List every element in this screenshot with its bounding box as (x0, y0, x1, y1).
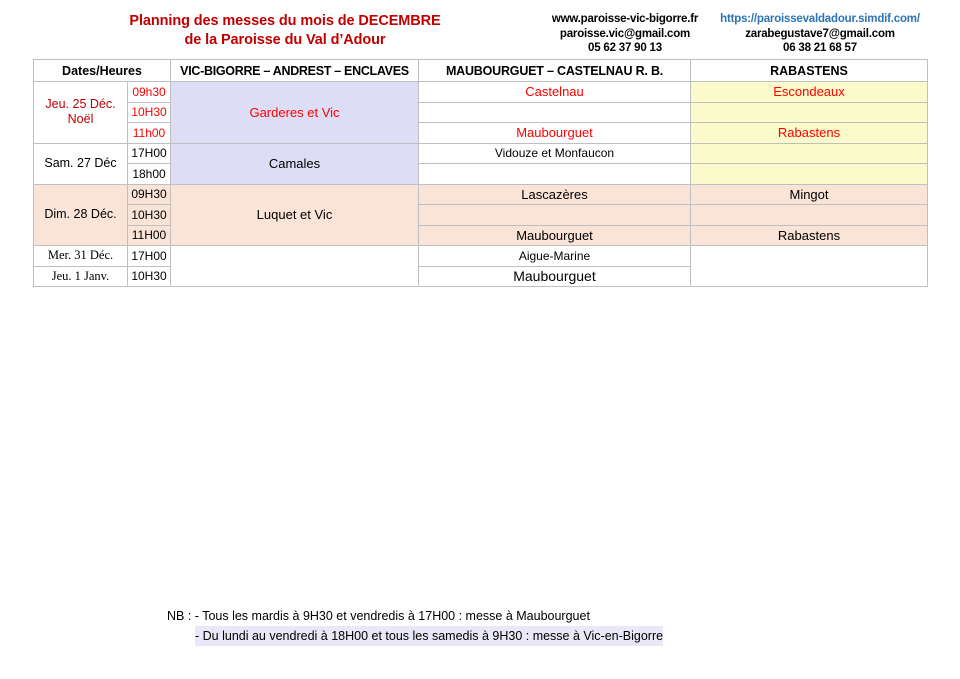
table-row (34, 184, 928, 205)
contact-phone-valadour: 06 38 21 68 57 (783, 42, 857, 54)
cell-rabastens (691, 102, 928, 123)
footer-notes (167, 606, 663, 646)
date-label-jeu-1-janv: Jeu. 1 Janv. (34, 266, 128, 287)
cell-maubourguet (419, 164, 691, 185)
cell-maubourguet: Vidouze et Monfaucon (419, 143, 691, 164)
title-line-2: de la Paroisse du Val d’Adour (184, 32, 386, 48)
cell-vic-group-2: Camales (171, 143, 419, 184)
hour-cell: 10H30 (128, 205, 171, 226)
cell-rabastens (691, 143, 928, 164)
contact-block-val-adour (700, 12, 940, 56)
column-header-maubourguet: MAUBOURGUET – CASTELNAU R. B. (419, 60, 691, 82)
contact-email-vic[interactable]: paroisse.vic@gmail.com (559, 27, 691, 40)
date-label-group-1 (34, 82, 128, 144)
date-line-1: Sam. 27 Déc (44, 156, 117, 170)
table-row (34, 164, 928, 185)
note-line-2: - Du lundi au vendredi à 18H00 et tous les samedis à 9H30 : messe à Vic-en-Bigorre (195, 626, 663, 646)
cell-rabastens: Escondeaux (691, 82, 928, 103)
table-row (34, 123, 928, 144)
cell-vic-group-4 (171, 246, 419, 287)
contact-phone-vic: 05 62 37 90 13 (588, 42, 662, 54)
cell-rabastens: Mingot (691, 184, 928, 205)
cell-rabastens: Rabastens (691, 225, 928, 246)
hour-cell: 10H30 (128, 102, 171, 123)
date-line-1: Jeu. 25 Déc. (45, 97, 116, 112)
table-row (34, 82, 928, 103)
column-header-vic-bigorre: VIC-BIGORRE – ANDREST – ENCLAVES (171, 60, 419, 82)
contact-website-vic[interactable]: www.paroisse-vic-bigorre.fr (551, 13, 699, 25)
cell-maubourguet (419, 102, 691, 123)
cell-maubourguet: Maubourguet (419, 123, 691, 144)
mass-schedule-table (33, 59, 928, 287)
cell-maubourguet: Maubourguet (419, 266, 691, 287)
column-header-dates: Dates/Heures (34, 60, 171, 82)
cell-vic-group-3: Luquet et Vic (171, 184, 419, 246)
table-row (34, 205, 928, 226)
date-line-1: Dim. 28 Déc. (44, 207, 117, 222)
hour-cell: 18h00 (128, 164, 171, 185)
hour-cell: 10H30 (128, 266, 171, 287)
cell-rabastens (691, 164, 928, 185)
date-line-2: Noël (67, 112, 94, 127)
page-title (60, 12, 510, 50)
note-1-text: - Tous les mardis à 9H30 et vendredis à 17H00 : messe à Maubourguet (194, 609, 590, 623)
cell-vic-group-1: Garderes et Vic (171, 82, 419, 144)
cell-rabastens: Rabastens (691, 123, 928, 144)
cell-rabastens (691, 205, 928, 226)
table-row (34, 225, 928, 246)
column-header-rabastens: RABASTENS (691, 60, 928, 82)
title-line-1: Planning des messes du mois de DECEMBRE (129, 13, 441, 29)
hour-cell: 17H00 (128, 143, 171, 164)
hour-cell: 09h30 (128, 82, 171, 103)
contact-website-valadour[interactable]: https://paroissevaldadour.simdif.com/ (720, 13, 920, 25)
date-label-group-3 (34, 184, 128, 246)
nb-label: NB : (167, 609, 192, 623)
table-row (34, 143, 928, 164)
cell-maubourguet (419, 205, 691, 226)
cell-rabastens (691, 246, 928, 287)
page-header (0, 0, 960, 56)
hour-cell: 11H00 (128, 225, 171, 246)
cell-maubourguet: Lascazères (419, 184, 691, 205)
cell-maubourguet: Aigue-Marine (419, 246, 691, 267)
contact-email-valadour[interactable]: zarabegustave7@gmail.com (745, 27, 895, 40)
table-row (34, 102, 928, 123)
hour-cell: 17H00 (128, 246, 171, 267)
cell-maubourguet: Maubourguet (419, 225, 691, 246)
date-label-mer-31-dec: Mer. 31 Déc. (34, 246, 128, 267)
hour-cell: 11h00 (128, 123, 171, 144)
note-line-1 (167, 606, 663, 626)
hour-cell: 09H30 (128, 184, 171, 205)
table-header-row (34, 60, 928, 82)
table-row (34, 246, 928, 267)
cell-maubourguet: Castelnau (419, 82, 691, 103)
mass-schedule-table-wrapper (33, 59, 928, 287)
date-label-group-2 (34, 143, 128, 184)
